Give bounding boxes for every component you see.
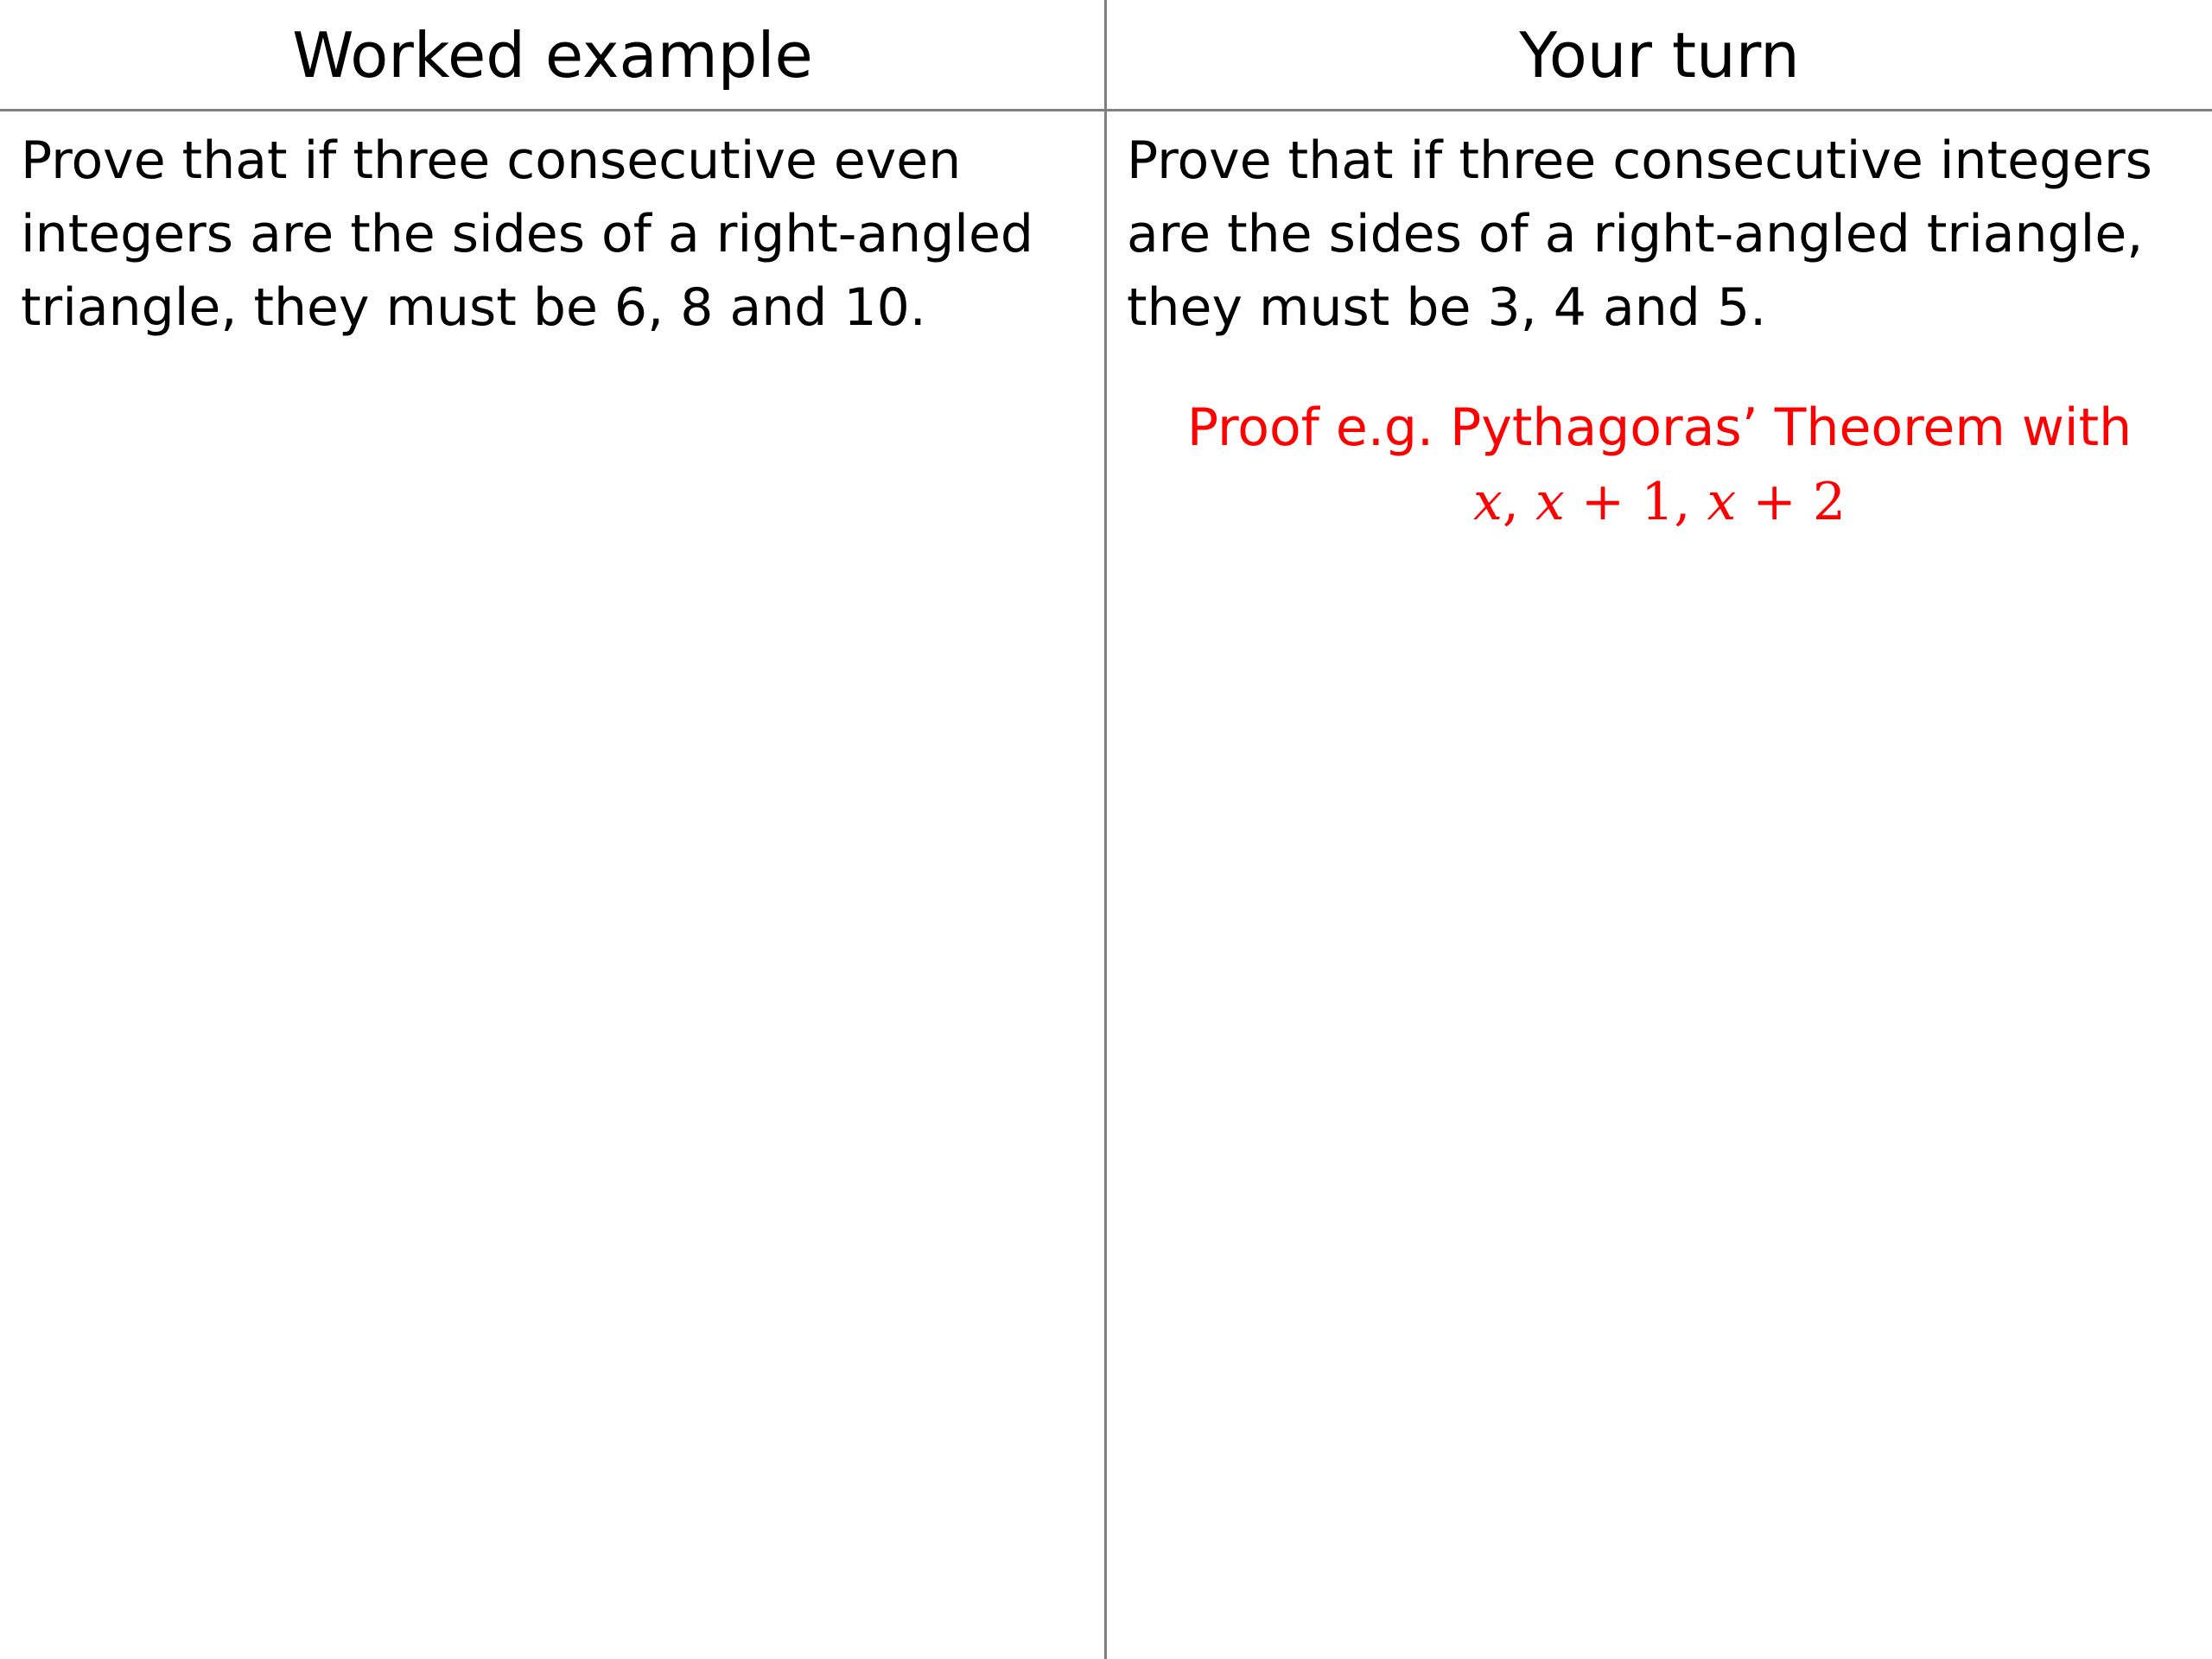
worked-example-question-line-2: integers are the sides of a right-angled [21, 204, 1033, 264]
worked-example-header: Worked example [292, 19, 813, 92]
column-divider-line [1104, 0, 1107, 1659]
your-turn-question-line-3: they must be 3, 4 and 5. [1127, 277, 1767, 338]
your-turn-answer [1107, 391, 2212, 539]
worked-example-question-line-3: triangle, they must be 6, 8 and 10. [21, 277, 926, 338]
answer-proof-line: Proof e.g. Pythagoras’ Theorem with [1186, 397, 2133, 458]
your-turn-question-line-2: are the sides of a right-angled triangle, [1127, 204, 2144, 264]
your-turn-header: Your turn [1519, 19, 1800, 92]
worked-example-question [21, 124, 1033, 345]
answer-expression-line: 𝑥, 𝑥 + 1, 𝑥 + 2 [1473, 472, 1846, 532]
your-turn-question-line-1: Prove that if three consecutive integers [1127, 130, 2152, 191]
worked-example-question-line-1: Prove that if three consecutive even [21, 130, 962, 191]
your-turn-question [1127, 124, 2152, 345]
